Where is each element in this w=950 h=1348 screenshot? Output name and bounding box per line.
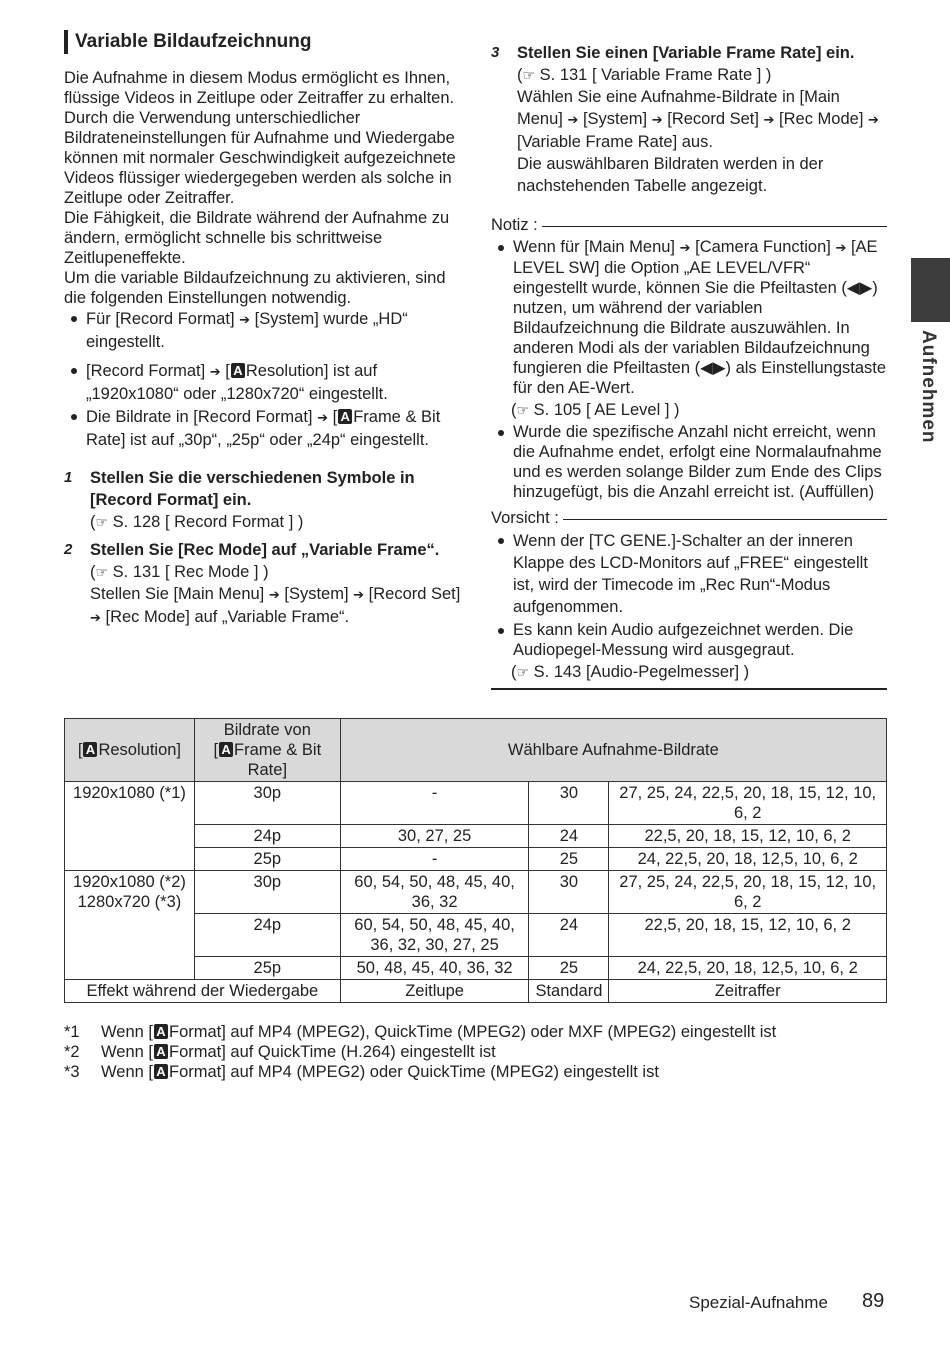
- arrow-right-icon: ➔: [209, 364, 221, 379]
- arrow-right-icon: ➔: [679, 240, 691, 255]
- left-right-arrow-keys-icon: ◀▶: [700, 359, 726, 377]
- list-item: Wenn für [Main Menu] ➔ [Camera Function] ➔ [AE LEVEL SW] die Option „AE LEVEL/VFR“ eingestellt wurde, können Sie die Pfeiltasten (◀▶) nutzen, um während der variablen Bildaufzeichnung die Bildrate auszuwählen. In anderen Modi als der variablen Bildaufzeichnung fungieren die Pfeiltasten (◀▶) als Einstellungstaste für den AE-Wert.: [491, 237, 887, 398]
- cell-fast: 27, 25, 24, 22,5, 20, 18, 15, 12, 10, 6, 2: [609, 782, 887, 825]
- page-reference: (☞ S. 105 [ AE Level ] ): [511, 401, 680, 419]
- chapter-label: Aufnehmen: [918, 330, 939, 444]
- note-list: [491, 237, 887, 398]
- a-badge-icon: A: [154, 1064, 168, 1079]
- step-text: Stellen Sie [Main Menu] ➔ [System] ➔ [Record Set] ➔ [Rec Mode] auf „Variable Frame“.: [90, 585, 461, 626]
- pointing-hand-icon: ☞: [522, 67, 536, 83]
- step-title: Stellen Sie die verschiedenen Symbole in [Record Format] ein.: [90, 469, 415, 509]
- arrow-right-icon: ➔: [567, 112, 579, 127]
- caution-header: [491, 508, 887, 528]
- table-row: [65, 782, 887, 825]
- table-header-row: [65, 719, 887, 782]
- list-item: Wurde die spezifische Anzahl nicht erreicht, wenn die Aufnahme endet, erfolgt eine Normalaufnahme und es werden solange Bilder zum Ende des Clips hinzugefügt, bis die Anzahl erreicht ist. (Auffüllen): [491, 422, 887, 502]
- section-title: Variable Bildaufzeichnung: [64, 30, 462, 54]
- page-reference: (☞ S. 131 [ Variable Frame Rate ] ): [517, 66, 772, 84]
- page-reference: (☞ S. 143 [Audio-Pegelmesser] ): [511, 663, 750, 681]
- a-badge-icon: A: [219, 742, 233, 757]
- arrow-right-icon: ➔: [268, 587, 280, 602]
- a-badge-icon: A: [83, 742, 97, 757]
- footnote: *2 Wenn [ A Format] auf QuickTime (H.264) eingestellt ist: [64, 1043, 496, 1061]
- footer-section-name: Spezial-Aufnahme: [689, 1293, 828, 1312]
- cell-rate: 25p: [194, 957, 340, 980]
- intro-paragraph-3: Die Fähigkeit, die Bildrate während der Aufnahme zu ändern, ermöglicht schnelle bis schrittweise Zeitlupeneffekte.: [64, 209, 450, 267]
- divider: [542, 226, 887, 227]
- pointing-hand-icon: ☞: [516, 664, 530, 680]
- step-title: Stellen Sie [Rec Mode] auf „Variable Frame“.: [90, 541, 440, 559]
- cell-fast: 22,5, 20, 18, 15, 12, 10, 6, 2: [609, 825, 887, 848]
- intro-paragraph-1: Die Aufnahme in diesem Modus ermöglicht es Ihnen, flüssige Videos in Zeitlupe oder Zeitraffer zu erhalten.: [64, 69, 455, 107]
- cell-fast: 27, 25, 24, 22,5, 20, 18, 15, 12, 10, 6, 2: [609, 871, 887, 914]
- step-text: Wählen Sie eine Aufnahme-Bildrate in [Main Menu] ➔ [System] ➔ [Record Set] ➔ [Rec Mode] ➔ [Variable Frame Rate] aus.: [517, 88, 879, 151]
- cell-rate: 24p: [194, 914, 340, 957]
- cell-slow: -: [340, 848, 529, 871]
- cell-effect-slow: Zeitlupe: [340, 980, 529, 1003]
- left-right-arrow-keys-icon: ◀▶: [846, 279, 873, 297]
- intro-paragraph-2: Durch die Verwendung unterschiedlicher Bildrateneinstellungen für Aufnahme und Wiedergabe können mit normaler Geschwindigkeit aufgezeichnete Videos flüssiger wiedergegeben werden als solche in Zeitlupe oder Zeitraffer.: [64, 109, 456, 207]
- list-item: Wenn der [TC GENE.]-Schalter an der inneren Klappe des LCD-Monitors auf „FREE“ eingestellt ist, wird der Timecode im „Rec Run“-Modus aufgenommen.: [491, 530, 887, 618]
- list-item: Die Bildrate in [Record Format] ➔ [ A Frame & Bit Rate] ist auf „30p“, „25p“ oder „24p“ eingestellt.: [64, 406, 462, 451]
- cell-rate: 24p: [194, 825, 340, 848]
- note-label: Notiz :: [491, 216, 538, 234]
- requirements-list: [64, 308, 462, 451]
- page-reference: (☞ S. 128 [ Record Format ] ): [90, 513, 304, 531]
- cell-rate: 30p: [194, 782, 340, 825]
- footnotes: [64, 1022, 887, 1082]
- intro-paragraph-4: Um die variable Bildaufzeichnung zu aktivieren, sind die folgenden Einstellungen notwendig.: [64, 269, 446, 307]
- right-column: [491, 42, 887, 690]
- pointing-hand-icon: ☞: [95, 564, 109, 580]
- step-number: 3: [491, 44, 500, 61]
- note-list: [491, 422, 887, 502]
- page-reference: (☞ S. 131 [ Rec Mode ] ): [90, 563, 269, 581]
- cell-standard: 30: [529, 782, 609, 825]
- cell-standard: 24: [529, 825, 609, 848]
- left-column: [64, 30, 462, 629]
- arrow-right-icon: ➔: [651, 112, 663, 127]
- cell-effect-fast: Zeitraffer: [609, 980, 887, 1003]
- a-badge-icon: A: [154, 1044, 168, 1059]
- cell-slow: 60, 54, 50, 48, 45, 40, 36, 32: [340, 871, 529, 914]
- cell-effect-label: Effekt während der Wiedergabe: [65, 980, 341, 1003]
- cell-fast: 22,5, 20, 18, 15, 12, 10, 6, 2: [609, 914, 887, 957]
- caution-list: [491, 530, 887, 660]
- cell-standard: 24: [529, 914, 609, 957]
- step-3: [491, 42, 887, 197]
- table-row: [65, 871, 887, 914]
- cell-slow: 50, 48, 45, 40, 36, 32: [340, 957, 529, 980]
- cell-resolution: 1920x1080 (*1): [65, 782, 195, 871]
- cell-slow: -: [340, 782, 529, 825]
- cell-rate: 25p: [194, 848, 340, 871]
- a-badge-icon: A: [338, 409, 352, 424]
- divider: [563, 519, 887, 520]
- arrow-right-icon: ➔: [90, 610, 101, 625]
- footnote: *3 Wenn [ A Format] auf MP4 (MPEG2) oder QuickTime (MPEG2) eingestellt ist: [64, 1063, 659, 1081]
- cell-standard: 25: [529, 848, 609, 871]
- pointing-hand-icon: ☞: [95, 514, 109, 530]
- cell-slow: 30, 27, 25: [340, 825, 529, 848]
- step-text: Die auswählbaren Bildraten werden in der nachstehenden Tabelle angezeigt.: [517, 155, 824, 195]
- arrow-right-icon: ➔: [868, 112, 879, 127]
- step-title: Stellen Sie einen [Variable Frame Rate] ein.: [517, 44, 855, 62]
- divider: [491, 688, 887, 690]
- cell-standard: 30: [529, 871, 609, 914]
- cell-resolution: 1920x1080 (*2) 1280x720 (*3): [65, 871, 195, 980]
- cell-fast: 24, 22,5, 20, 18, 12,5, 10, 6, 2: [609, 957, 887, 980]
- arrow-right-icon: ➔: [353, 587, 365, 602]
- header-selectable-rate: Wählbare Aufnahme-Bildrate: [340, 719, 886, 782]
- table-effect-row: [65, 980, 887, 1003]
- a-badge-icon: A: [154, 1024, 168, 1039]
- arrow-right-icon: ➔: [835, 240, 847, 255]
- note-header: [491, 215, 887, 235]
- step-number: 2: [64, 541, 73, 558]
- a-badge-icon: A: [231, 363, 245, 378]
- footnote: *1 Wenn [ A Format] auf MP4 (MPEG2), QuickTime (MPEG2) oder MXF (MPEG2) eingestellt ist: [64, 1023, 777, 1041]
- step-number: 1: [64, 469, 73, 486]
- header-resolution: [ A Resolution]: [65, 719, 195, 782]
- step-1: [64, 467, 462, 533]
- arrow-right-icon: ➔: [317, 410, 328, 425]
- chapter-tab: [911, 258, 950, 322]
- step-2: [64, 539, 462, 629]
- list-item: Es kann kein Audio aufgezeichnet werden. Die Audiopegel-Messung wird ausgegraut.: [491, 620, 887, 660]
- list-item: Für [Record Format] ➔ [System] wurde „HD“ eingestellt.: [64, 308, 462, 353]
- cell-fast: 24, 22,5, 20, 18, 12,5, 10, 6, 2: [609, 848, 887, 871]
- frame-rate-table: [64, 718, 887, 1003]
- caution-label: Vorsicht :: [491, 509, 559, 527]
- cell-effect-standard: Standard: [529, 980, 609, 1003]
- cell-rate: 30p: [194, 871, 340, 914]
- cell-standard: 25: [529, 957, 609, 980]
- arrow-right-icon: ➔: [763, 112, 775, 127]
- header-frame-rate: Bildrate von [ A Frame & Bit Rate]: [194, 719, 340, 782]
- page-number: 89: [862, 1290, 885, 1312]
- arrow-right-icon: ➔: [239, 312, 251, 327]
- pointing-hand-icon: ☞: [516, 402, 530, 418]
- list-item: [Record Format] ➔ [ A Resolution] ist auf „1920x1080“ oder „1280x720“ eingestellt.: [64, 360, 462, 405]
- cell-slow: 60, 54, 50, 48, 45, 40, 36, 32, 30, 27, 25: [340, 914, 529, 957]
